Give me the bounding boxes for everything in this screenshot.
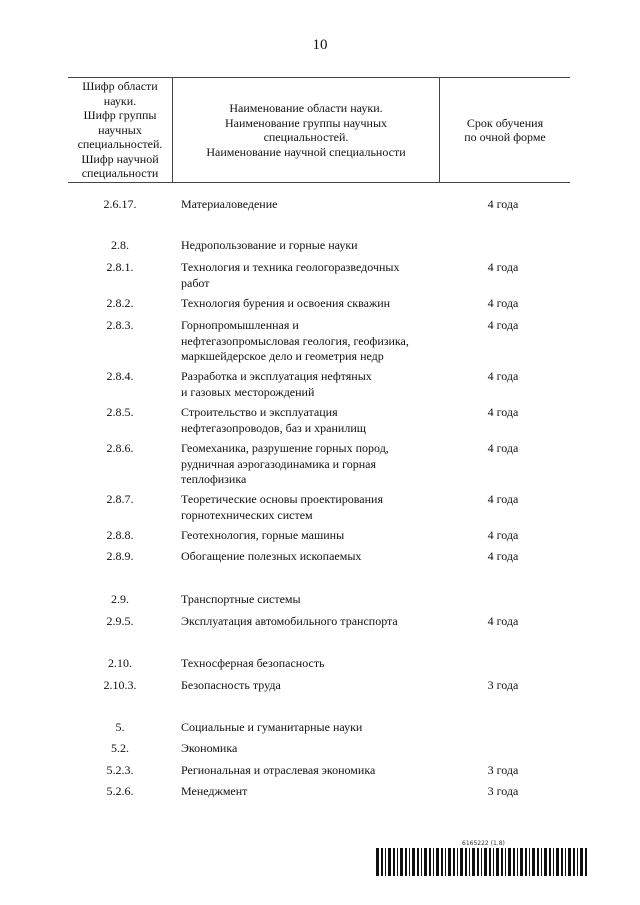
specialty-name-line: Безопасность труда xyxy=(181,678,281,692)
header-line: по очной форме xyxy=(464,130,546,144)
barcode-bar xyxy=(481,848,482,876)
specialty-name-line: Экономика xyxy=(181,741,238,755)
header-line: Шифр научной xyxy=(81,151,159,166)
specialty-name xyxy=(181,741,441,757)
specialty-code: 2.10. xyxy=(108,656,132,670)
header-line: Наименование области науки. xyxy=(229,101,383,115)
header-line: Срок обучения xyxy=(466,115,544,130)
study-term: 4 года xyxy=(487,405,519,419)
specialty-code: 5.2. xyxy=(111,741,129,755)
study-term: 4 года xyxy=(487,296,519,310)
specialty-name-line: Материаловедение xyxy=(181,197,278,211)
specialty-name xyxy=(181,492,441,523)
specialty-name-line: нефтегазопромысловая геология, геофизика, xyxy=(181,333,409,348)
barcode-bar xyxy=(421,848,422,876)
barcode-bar xyxy=(424,848,427,876)
specialty-name xyxy=(181,763,441,779)
barcode-bar xyxy=(553,848,554,876)
barcode-bar xyxy=(568,848,571,876)
barcode-bar xyxy=(565,848,566,876)
specialty-name-line: нефтегазопроводов, баз и хранилищ xyxy=(181,420,367,435)
header-line: Наименование научной специальности xyxy=(206,144,406,159)
specialty-name xyxy=(181,784,441,800)
specialty-code: 2.8.6. xyxy=(106,441,134,455)
specialty-name-line: горнотехнических систем xyxy=(181,507,313,522)
specialty-code: 2.9. xyxy=(111,592,129,606)
barcode-bar xyxy=(580,848,583,876)
barcode-bar xyxy=(525,848,527,876)
specialty-name xyxy=(181,405,441,436)
table-header xyxy=(68,77,570,183)
barcode-bar xyxy=(517,848,518,876)
barcode-bar xyxy=(417,848,419,876)
barcode-bar xyxy=(397,848,398,876)
header-line: специальностей. xyxy=(77,137,163,152)
specialty-code: 2.10.3. xyxy=(103,678,137,692)
barcode-bar xyxy=(445,848,446,876)
barcode-bar xyxy=(489,848,491,876)
specialty-name xyxy=(181,296,441,312)
barcode-bar xyxy=(549,848,551,876)
specialty-name xyxy=(181,238,441,254)
header-line: специальности xyxy=(81,166,159,181)
specialty-code: 2.8.7. xyxy=(106,492,134,506)
study-term: 4 года xyxy=(487,614,519,628)
barcode-bar xyxy=(457,848,458,876)
page-number: 10 xyxy=(312,37,328,53)
barcode-bar xyxy=(505,848,506,876)
barcode-bar xyxy=(577,848,578,876)
specialty-name xyxy=(181,720,441,736)
barcode-bar xyxy=(484,848,487,876)
specialty-name xyxy=(181,197,441,213)
specialty-name-line: Региональная и отраслевая экономика xyxy=(181,763,376,777)
study-term: 4 года xyxy=(487,549,519,563)
specialty-name-line: Горнопромышленная и xyxy=(181,318,299,332)
specialty-code: 2.8.1. xyxy=(106,260,134,274)
barcode-bar xyxy=(441,848,443,876)
barcode-bar xyxy=(493,848,494,876)
barcode-bar xyxy=(537,848,539,876)
header-line: науки. xyxy=(103,93,137,108)
specialty-name xyxy=(181,549,441,565)
specialty-name-line: рудничная аэрогазодинамика и горная xyxy=(181,456,376,471)
specialty-name-line: Геотехнология, горные машины xyxy=(181,528,345,542)
barcode-bar xyxy=(513,848,515,876)
barcode-bar xyxy=(465,848,467,876)
study-term: 4 года xyxy=(487,260,519,274)
barcode-bar xyxy=(400,848,403,876)
specialty-name-line: Социальные и гуманитарные науки xyxy=(181,720,363,734)
specialty-code: 2.8.3. xyxy=(106,318,134,332)
barcode-bar xyxy=(501,848,503,876)
study-term: 4 года xyxy=(487,369,519,383)
barcode-bar xyxy=(529,848,530,876)
barcode-bar xyxy=(376,848,379,876)
barcode-bar xyxy=(469,848,470,876)
specialty-name xyxy=(181,528,441,544)
barcode-bar xyxy=(544,848,547,876)
specialty-name xyxy=(181,592,441,608)
specialty-code: 5. xyxy=(115,720,125,734)
header-line: Наименование группы научных xyxy=(224,115,388,130)
barcode-bar xyxy=(453,848,455,876)
study-term: 4 года xyxy=(487,441,519,455)
study-term: 4 года xyxy=(487,197,519,211)
specialty-name-line: Геомеханика, разрушение горных пород, xyxy=(181,441,389,455)
specialty-name-line: Эксплуатация автомобильного транспорта xyxy=(181,614,398,628)
specialty-name-line: Технология бурения и освоения скважин xyxy=(181,296,391,310)
specialty-name xyxy=(181,441,441,488)
barcode-bar xyxy=(573,848,575,876)
document-stamp: 6165222 (1.8) xyxy=(462,840,505,847)
barcode-bar xyxy=(429,848,431,876)
study-term: 3 года xyxy=(487,784,519,798)
specialty-name-line: Разработка и эксплуатация нефтяных xyxy=(181,369,372,383)
barcode-bar xyxy=(433,848,434,876)
specialty-name-line: маркшейдерское дело и геометрия недр xyxy=(181,349,384,363)
specialty-name-line: Строительство и эксплуатация xyxy=(181,405,338,419)
specialty-name-line: и газовых месторождений xyxy=(181,384,315,399)
barcode-bar xyxy=(541,848,542,876)
barcode-bar xyxy=(561,848,563,876)
barcode-bar xyxy=(532,848,535,876)
study-term: 4 года xyxy=(487,318,519,332)
specialty-code: 2.8.5. xyxy=(106,405,134,419)
specialty-name xyxy=(181,678,441,694)
study-term: 4 года xyxy=(487,492,519,506)
specialty-name xyxy=(181,318,441,365)
specialty-code: 2.8.2. xyxy=(106,296,134,310)
study-term: 3 года xyxy=(487,763,519,777)
header-line: специальностей. xyxy=(263,130,349,144)
barcode-bar xyxy=(477,848,479,876)
specialty-name-line: Теоретические основы проектирования xyxy=(181,492,383,506)
header-line: Шифр группы xyxy=(83,108,157,123)
specialty-code: 5.2.3. xyxy=(106,763,134,777)
specialty-name-line: Транспортные системы xyxy=(181,592,301,606)
specialty-code: 2.8.9. xyxy=(106,549,134,563)
header-name-column xyxy=(173,78,440,182)
specialty-name-line: теплофизика xyxy=(181,472,247,486)
specialty-name-line: Недропользование и горные науки xyxy=(181,238,358,252)
study-term: 4 года xyxy=(487,528,519,542)
barcode-bar xyxy=(381,848,383,876)
barcode-bar xyxy=(388,848,391,876)
specialty-name xyxy=(181,656,441,672)
barcode-bar xyxy=(508,848,511,876)
barcode-bar xyxy=(405,848,407,876)
header-line: научных xyxy=(98,122,142,137)
barcode-bar xyxy=(556,848,559,876)
specialty-name-line: Техносферная безопасность xyxy=(181,656,325,670)
barcode-bar xyxy=(472,848,475,876)
specialty-name-line: Менеджмент xyxy=(181,784,248,798)
barcode xyxy=(376,848,589,876)
specialty-code: 2.9.5. xyxy=(106,614,134,628)
barcode-bar xyxy=(385,848,386,876)
specialty-code: 2.8.4. xyxy=(106,369,134,383)
header-code-column xyxy=(68,78,173,182)
barcode-bar xyxy=(448,848,451,876)
barcode-bar xyxy=(412,848,415,876)
specialty-name-line: Обогащение полезных ископаемых xyxy=(181,549,362,563)
specialty-name xyxy=(181,260,441,291)
specialty-code: 2.8.8. xyxy=(106,528,134,542)
specialty-code: 2.6.17. xyxy=(103,197,137,211)
barcode-bar xyxy=(409,848,410,876)
header-line: Шифр области xyxy=(82,79,158,94)
specialty-code: 5.2.6. xyxy=(106,784,134,798)
study-term: 3 года xyxy=(487,678,519,692)
barcode-bar xyxy=(585,848,587,876)
barcode-bar xyxy=(520,848,523,876)
barcode-bar xyxy=(436,848,439,876)
specialty-name-line: работ xyxy=(181,275,210,290)
barcode-bar xyxy=(496,848,499,876)
specialty-name xyxy=(181,614,441,630)
header-term-column xyxy=(440,78,570,182)
barcode-bar xyxy=(460,848,463,876)
specialty-name-line: Технология и техника геологоразведочных xyxy=(181,260,400,274)
specialty-code: 2.8. xyxy=(111,238,129,252)
barcode-bar xyxy=(393,848,395,876)
specialty-name xyxy=(181,369,441,400)
